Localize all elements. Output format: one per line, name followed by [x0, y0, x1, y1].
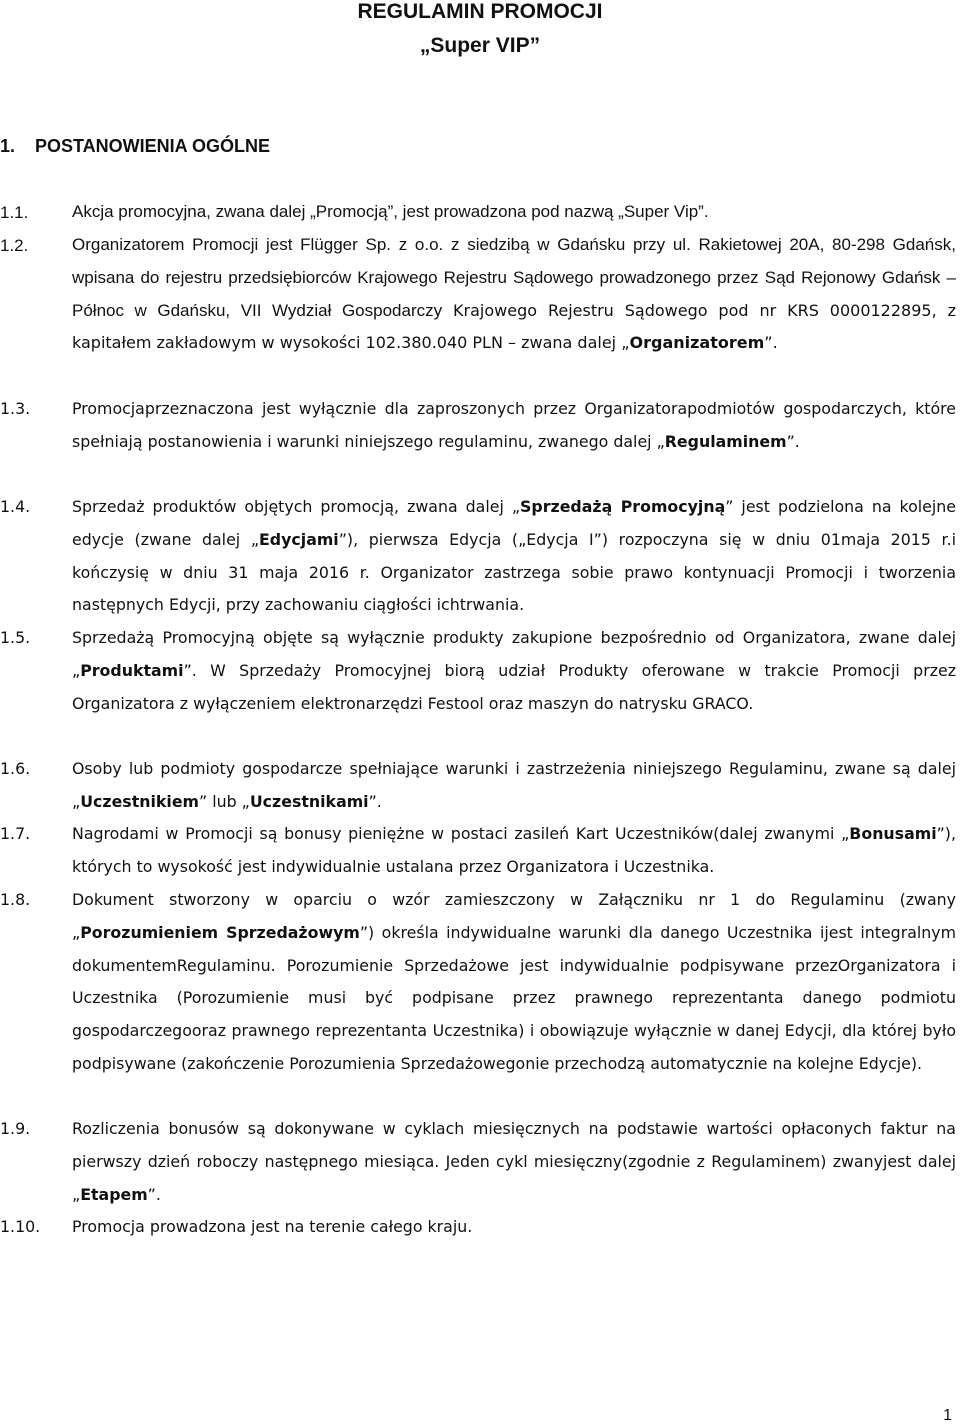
- item-number: 1.4.: [0, 497, 31, 516]
- item-text: Promocjaprzeznaczona jest wyłącznie dla zaproszonych przez Organizatorapodmiotów gospodarczych, które spełniają postanowienia i warunki niniejszego regulaminu, zwanego dalej „Regulaminem”.: [72, 399, 956, 451]
- item-number: 1.5.: [0, 628, 31, 647]
- item-text: Sprzedaż produktów objętych promocją, zwana dalej „Sprzedażą Promocyjną” jest podzielona na kolejne edycje (zwane dalej „Edycjami”), pierwsza Edycja („Edycja I”) rozpoczyna się w dniu 01maja 2015 r.i kończysię w dniu 31 maja 2016 r. Organizator zastrzega sobie prawo kontynuacji Promocji i tworzenia następnych Edycji, przy zachowaniu ciągłości ichtrwania.: [72, 497, 956, 615]
- section-heading: [0, 134, 270, 158]
- item-number: 1.7.: [0, 824, 31, 843]
- item-text: Promocja prowadzona jest na terenie całego kraju.: [72, 1217, 473, 1236]
- item-text: Akcja promocyjna, zwana dalej „Promocją”, jest prowadzona pod nazwą „Super Vip”.: [72, 202, 709, 221]
- item-number: 1.2.: [0, 236, 29, 255]
- document-title: REGULAMIN PROMOCJI: [357, 0, 603, 23]
- section-title: POSTANOWIENIA OGÓLNE: [35, 136, 271, 156]
- item-number: 1.10.: [0, 1217, 41, 1236]
- item-number: 1.8.: [0, 890, 31, 909]
- section-number: 1.: [0, 136, 16, 156]
- item-text: Nagrodami w Promocji są bonusy pieniężne w postaci zasileń Kart Uczestników(dalej zwanymi „Bonusami”), których to wysokość jest indywidualnie ustalana przez Organizatora i Uczestnika.: [72, 824, 956, 876]
- document-subtitle: „Super VIP”: [419, 34, 541, 57]
- item-number: 1.3.: [0, 399, 31, 418]
- item-text: Sprzedażą Promocyjną objęte są wyłącznie produkty zakupione bezpośrednio od Organizatora, zwane dalej „Produktami”. W Sprzedaży Promocyjnej biorą udział Produkty oferowane w trakcie Promocji przez Organizatora z wyłączeniem elektronarzędzi Festool oraz maszyn do natrysku GRACO.: [72, 628, 956, 713]
- item-number: 1.1.: [0, 203, 29, 222]
- page-number: 1: [943, 1407, 952, 1424]
- item-text: Rozliczenia bonusów są dokonywane w cyklach miesięcznych na podstawie wartości opłaconych faktur na pierwszy dzień roboczy następnego miesiąca. Jeden cykl miesięczny(zgodnie z Regulaminem) zwanyjest dalej „Etapem”.: [72, 1119, 956, 1204]
- item-text: Organizatorem Promocji jest Flügger Sp. z o.o. z siedzibą w Gdańsku przy ul. Rakietowej 20A, 80-298 Gdańsk, wpisana do rejestru przedsiębiorców Krajowego Rejestru Sądowego prowadzonego przez Sąd Rejonowy Gdańsk – Północ w Gdańsku, VII Wydział Gospodarczy Krajowego Rejestru Sądowego pod nr KRS 0000122895, z kapitałem zakładowym w wysokości 102.380.040 PLN – zwana dalej „Organizatorem”.: [72, 235, 956, 353]
- item-text: Osoby lub podmioty gospodarcze spełniające warunki i zastrzeżenia niniejszego Regulaminu, zwane są dalej „Uczestnikiem” lub „Uczestnikami”.: [72, 759, 956, 811]
- item-number: 1.6.: [0, 759, 31, 778]
- item-text: Dokument stworzony w oparciu o wzór zamieszczony w Załączniku nr 1 do Regulaminu (zwany „Porozumieniem Sprzedażowym”) określa indywidualne warunki dla danego Uczestnika ijest integralnym dokumentemRegulaminu. Porozumienie Sprzedażowe jest indywidualnie podpisywane przezOrganizatora i Uczestnika (Porozumienie musi być podpisane przez prawnego reprezentanta danego podmiotu gospodarczegooraz prawnego reprezentanta Uczestnika) i obowiązuje wyłącznie w danej Edycji, dla której było podpisywane (zakończenie Porozumienia Sprzedażowegonie przechodzą automatycznie na kolejne Edycje).: [72, 890, 957, 1073]
- item-number: 1.9.: [0, 1119, 31, 1138]
